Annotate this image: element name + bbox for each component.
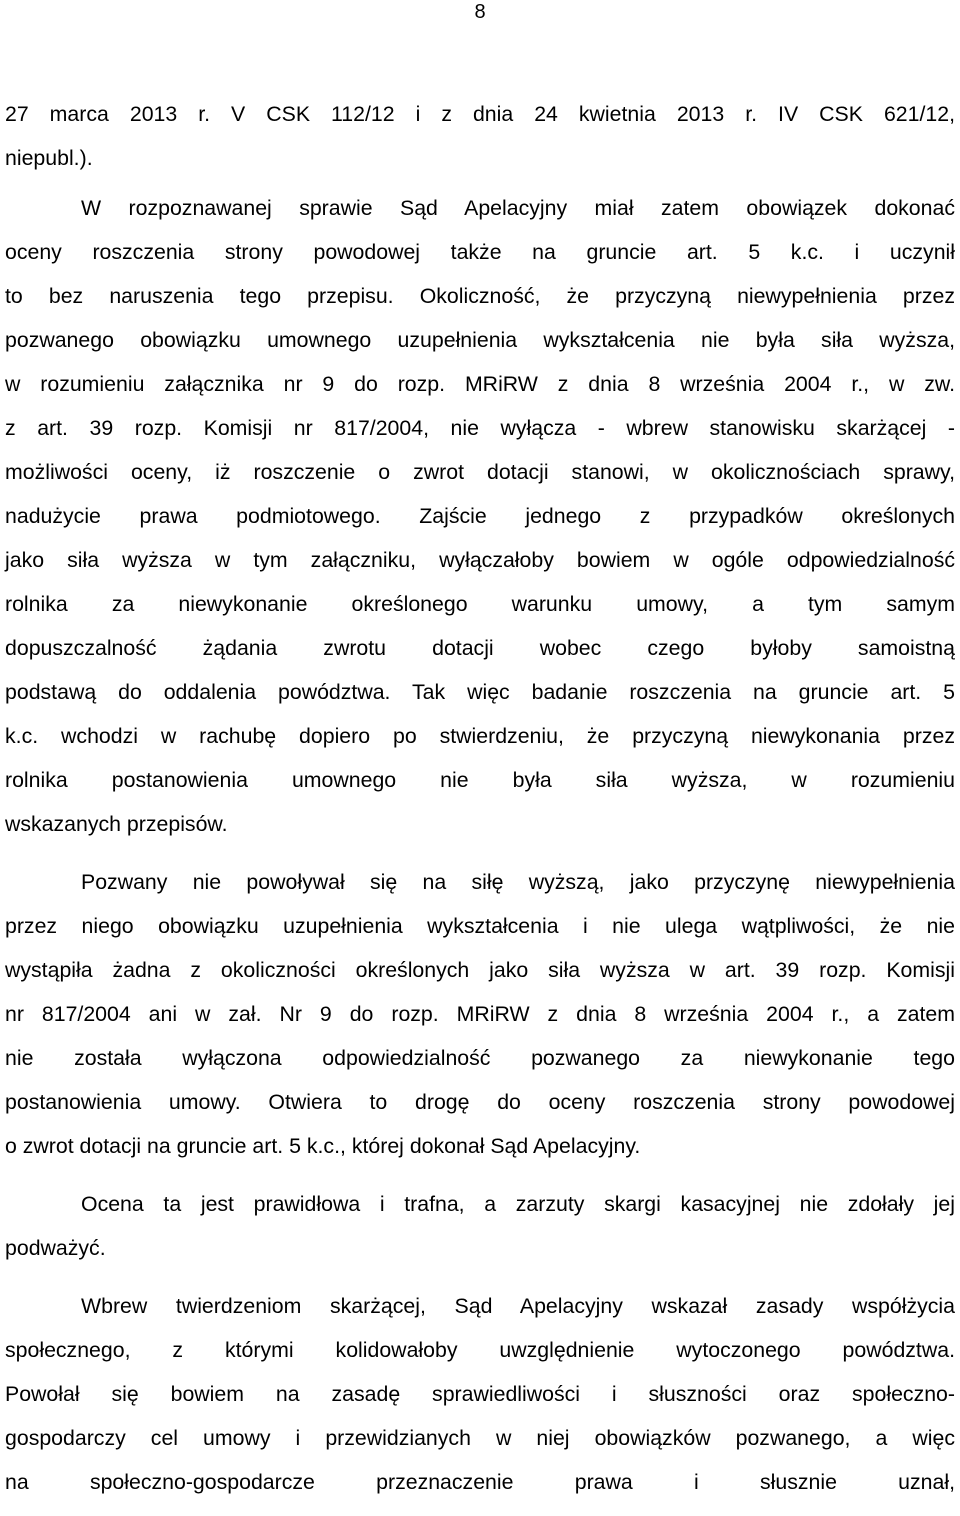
text-line: oceny roszczenia strony powodowej także na gruncie art. 5 k.c. i uczynił bbox=[5, 240, 955, 264]
text-line: dopuszczalność żądania zwrotu dotacji wobec czego byłoby samoistną bbox=[5, 636, 955, 660]
text-line: 27 marca 2013 r. V CSK 112/12 i z dnia 24 kwietnia 2013 r. IV CSK 621/12, bbox=[5, 102, 955, 126]
text-line: nie została wyłączona odpowiedzialność pozwanego za niewykonanie tego bbox=[5, 1046, 955, 1070]
paragraph bbox=[5, 186, 955, 846]
text-line: podważyć. bbox=[5, 1236, 106, 1260]
text-line: jako siła wyższa w tym załączniku, wyłączałoby bowiem w ogóle odpowiedzialność bbox=[5, 548, 955, 572]
text-line: wystąpiła żadna z okoliczności określonych jako siła wyższa w art. 39 rozp. Komisji bbox=[5, 958, 955, 982]
page-number: 8 bbox=[474, 1, 486, 23]
text-line: W rozpoznawanej sprawie Sąd Apelacyjny miał zatem obowiązek dokonać bbox=[81, 196, 955, 220]
text-line: to bez naruszenia tego przepisu. Okoliczność, że przyczyną niewypełnienia przez bbox=[5, 284, 955, 308]
text-line: niepubl.). bbox=[5, 146, 93, 170]
text-line: społecznego, z którymi kolidowałoby uwzględnienie wytoczonego powództwa. bbox=[5, 1338, 955, 1362]
text-line: nr 817/2004 ani w zał. Nr 9 do rozp. MRiRW z dnia 8 września 2004 r., a zatem bbox=[5, 1002, 955, 1026]
text-line: wskazanych przepisów. bbox=[5, 812, 228, 836]
paragraph bbox=[5, 1284, 955, 1504]
text-line: przez niego obowiązku uzupełnienia wykształcenia i nie ulega wątpliwości, że nie bbox=[5, 914, 955, 938]
text-line: gospodarczy cel umowy i przewidzianych w niej obowiązków pozwanego, a więc bbox=[5, 1426, 955, 1450]
text-line: k.c. wchodzi w rachubę dopiero po stwierdzeniu, że przyczyną niewykonania przez bbox=[5, 724, 955, 748]
text-line: postanowienia umowy. Otwiera to drogę do oceny roszczenia strony powodowej bbox=[5, 1090, 955, 1114]
text-line: z art. 39 rozp. Komisji nr 817/2004, nie wyłącza - wbrew stanowisku skarżącej - bbox=[5, 416, 955, 440]
text-line: rolnika postanowienia umownego nie była siła wyższa, w rozumieniu bbox=[5, 768, 955, 792]
paragraph bbox=[5, 1182, 955, 1270]
text-line: możliwości oceny, iż roszczenie o zwrot dotacji stanowi, w okolicznościach sprawy, bbox=[5, 460, 955, 484]
paragraph bbox=[5, 860, 955, 1168]
paragraph bbox=[5, 92, 955, 180]
text-line: rolnika za niewykonanie określonego warunku umowy, a tym samym bbox=[5, 592, 955, 616]
text-line: w rozumieniu załącznika nr 9 do rozp. MRiRW z dnia 8 września 2004 r., w zw. bbox=[5, 372, 955, 396]
text-line: o zwrot dotacji na gruncie art. 5 k.c., której dokonał Sąd Apelacyjny. bbox=[5, 1134, 641, 1158]
text-line: Powołał się bowiem na zasadę sprawiedliwości i słuszności oraz społeczno- bbox=[5, 1382, 955, 1406]
text-line: Wbrew twierdzeniom skarżącej, Sąd Apelacyjny wskazał zasady współżycia bbox=[81, 1294, 955, 1318]
document-body bbox=[5, 92, 955, 1504]
text-line: pozwanego obowiązku umownego uzupełnienia wykształcenia nie była siła wyższa, bbox=[5, 328, 955, 352]
text-line: na społeczno-gospodarcze przeznaczenie prawa i słusznie uznał, bbox=[5, 1470, 955, 1494]
text-line: Ocena ta jest prawidłowa i trafna, a zarzuty skargi kasacyjnej nie zdołały jej bbox=[81, 1192, 955, 1216]
text-line: nadużycie prawa podmiotowego. Zajście jednego z przypadków określonych bbox=[5, 504, 955, 528]
text-line: podstawą do oddalenia powództwa. Tak więc badanie roszczenia na gruncie art. 5 bbox=[5, 680, 955, 704]
text-line: Pozwany nie powoływał się na siłę wyższą, jako przyczynę niewypełnienia bbox=[81, 870, 955, 894]
